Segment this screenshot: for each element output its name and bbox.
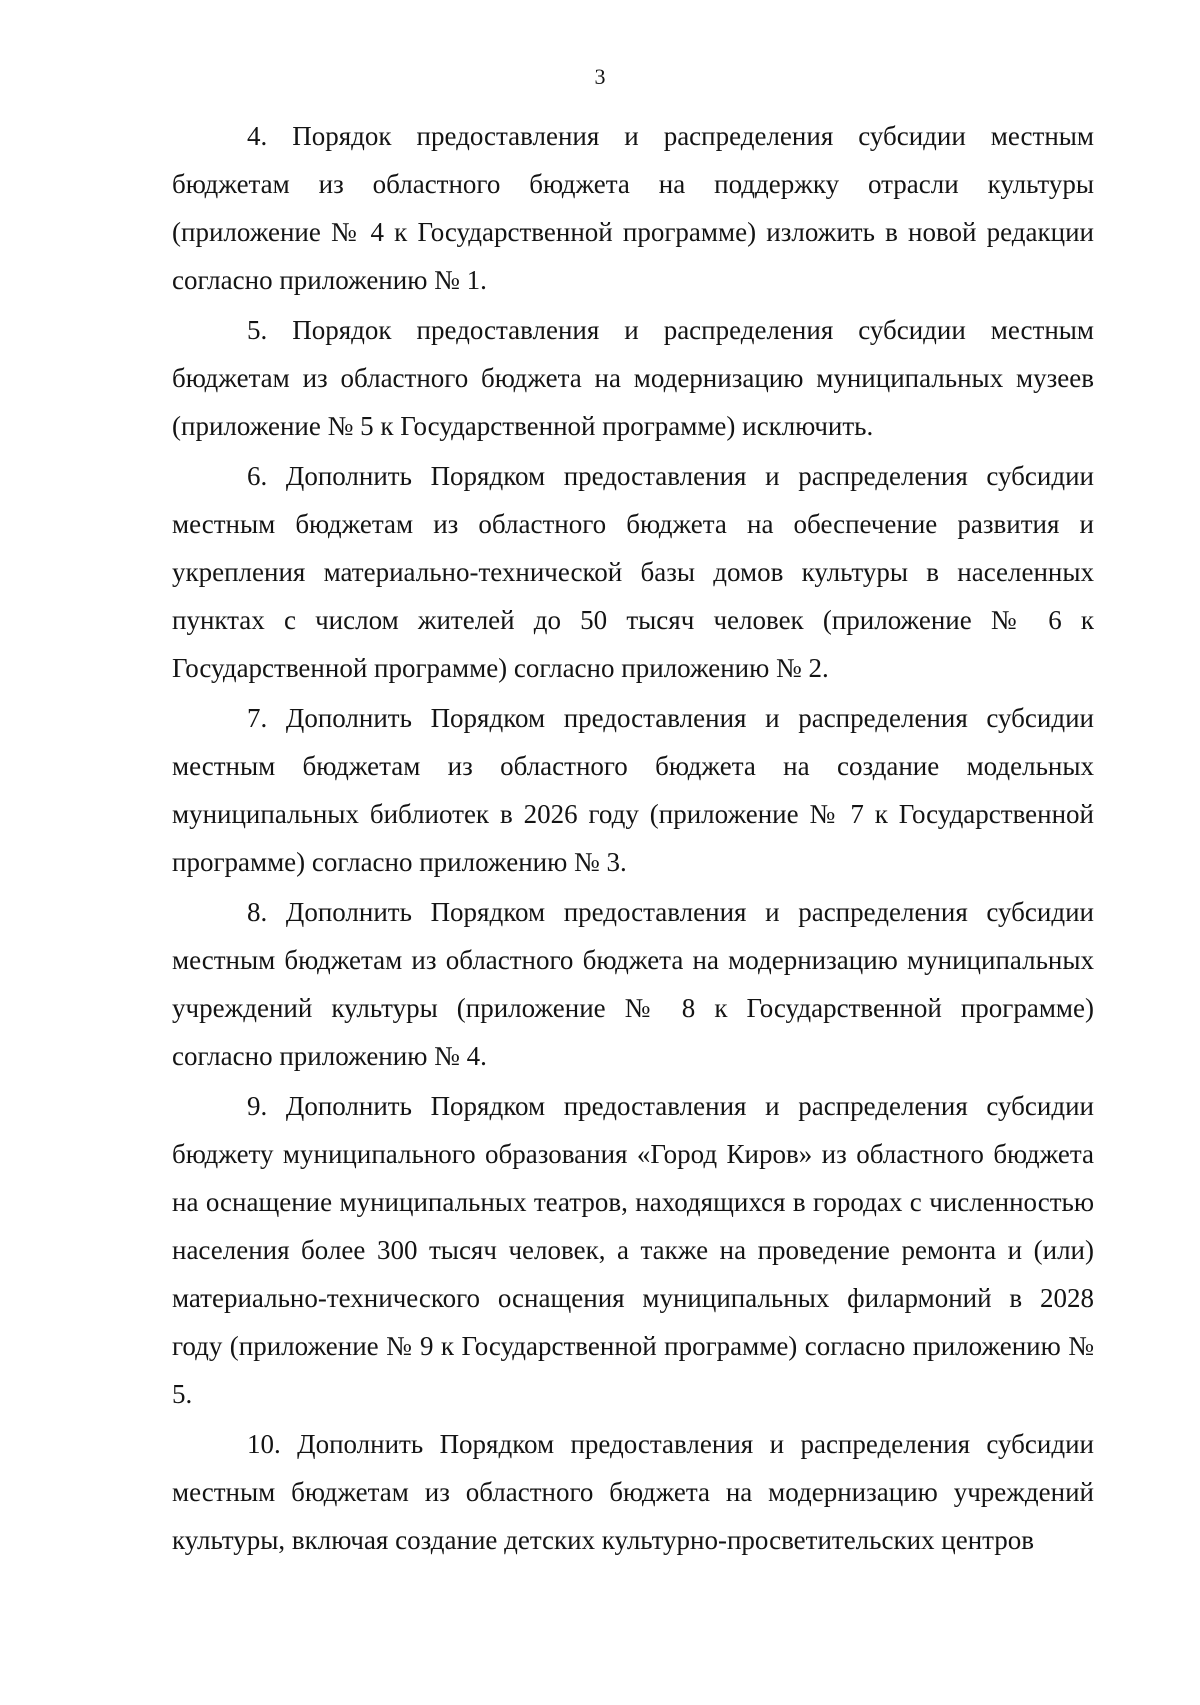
paragraph-item-6: 6. Дополнить Порядком предоставления и распределения субсидии местным бюджетам из областного бюджета на обеспечение развития и укрепления материально-технической базы домов культуры в населенных пунктах с числом жителей до 50 тысяч человек (приложение № 6 к Государственной программе) согласно приложению № 2. [172, 461, 1094, 683]
paragraph-item-4: 4. Порядок предоставления и распределения субсидии местным бюджетам из областного бюджета на поддержку отрасли культуры (приложение № 4 к Государственной программе) изложить в новой редакции согласно приложению № 1. [172, 121, 1094, 295]
paragraph-item-5: 5. Порядок предоставления и распределения субсидии местным бюджетам из областного бюджета на модернизацию муниципальных музеев (приложение № 5 к Государственной программе) исключить. [172, 315, 1094, 441]
document-body [172, 112, 1094, 1564]
paragraph-item-10: 10. Дополнить Порядком предоставления и распределения субсидии местным бюджетам из областного бюджета на модернизацию учреждений культуры, включая создание детских культурно-просветительских центров [172, 1429, 1094, 1555]
paragraph-item-8: 8. Дополнить Порядком предоставления и распределения субсидии местным бюджетам из областного бюджета на модернизацию муниципальных учреждений культуры (приложение № 8 к Государственной программе) согласно приложению № 4. [172, 897, 1094, 1071]
page-number: 3 [594, 64, 606, 89]
paragraph-item-9: 9. Дополнить Порядком предоставления и распределения субсидии бюджету муниципального образования «Город Киров» из областного бюджета на оснащение муниципальных театров, находящихся в городах с численностью населения более 300 тысяч человек, а также на проведение ремонта и (или) материально-технического оснащения муниципальных филармоний в 2028 году (приложение № 9 к Государственной программе) согласно приложению № 5. [172, 1091, 1094, 1409]
paragraph-item-7: 7. Дополнить Порядком предоставления и распределения субсидии местным бюджетам из областного бюджета на создание модельных муниципальных библиотек в 2026 году (приложение № 7 к Государственной программе) согласно приложению № 3. [172, 703, 1094, 877]
